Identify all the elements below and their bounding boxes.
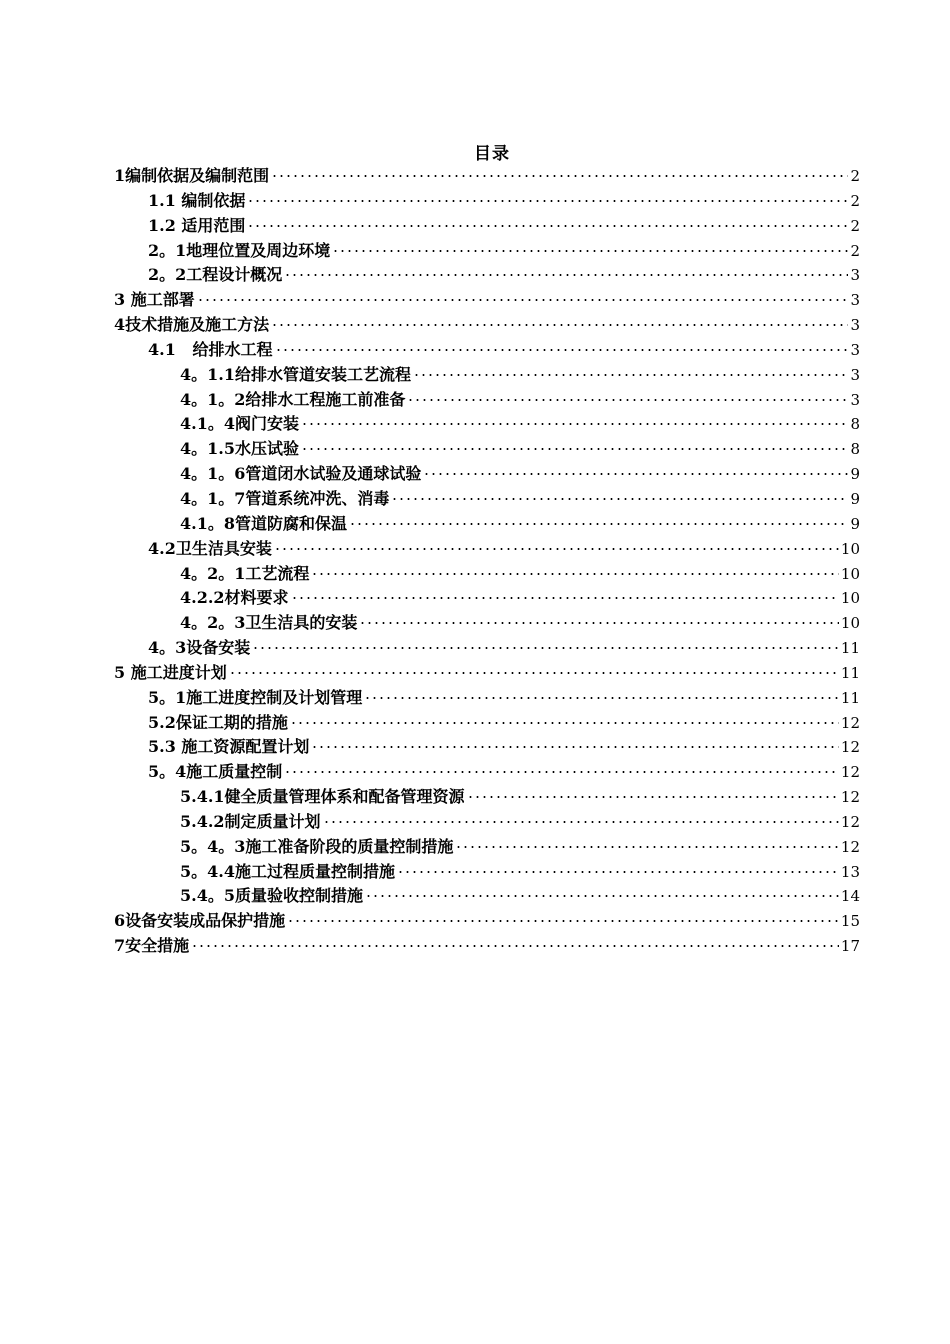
toc-entry-page-number: 12 [840, 763, 860, 782]
toc-dot-leader [359, 622, 839, 624]
toc-entry-label: 5 施工进度计划 [114, 662, 227, 682]
toc-entry[interactable] [114, 512, 860, 537]
toc-entry-page-number: 3 [850, 390, 860, 409]
toc-entry-label: 2。2工程设计概况 [148, 265, 283, 285]
toc-dot-leader [301, 448, 848, 450]
toc-entry[interactable] [114, 661, 860, 686]
toc-entry-page-number: 10 [840, 614, 860, 633]
toc-entry-page-number: 11 [840, 688, 860, 707]
toc-entry-page-number: 17 [840, 937, 860, 956]
toc-entry-page-number: 9 [850, 489, 860, 508]
toc-dot-leader [397, 871, 839, 873]
toc-dot-leader [455, 846, 839, 848]
toc-dot-leader [467, 796, 839, 798]
toc-entry-label: 4.1。4阀门安装 [180, 414, 299, 434]
toc-entry-label: 4。2。3卫生洁具的安装 [180, 613, 358, 633]
toc-entry[interactable] [114, 934, 860, 959]
toc-dot-leader [365, 895, 839, 897]
toc-entry[interactable] [114, 164, 860, 189]
toc-dot-leader [284, 771, 839, 773]
toc-entry-label: 2。1地理位置及周边环境 [148, 240, 331, 260]
toc-title: 目录 [474, 144, 510, 164]
toc-dot-leader [271, 175, 848, 177]
toc-entry[interactable] [114, 835, 860, 860]
toc-entry-page-number: 9 [850, 465, 860, 484]
toc-entry-label: 5。1施工进度控制及计划管理 [148, 687, 363, 707]
toc-entry[interactable] [114, 239, 860, 264]
toc-entry[interactable] [114, 860, 860, 885]
toc-list [114, 164, 860, 959]
toc-entry-page-number: 3 [850, 266, 860, 285]
toc-entry-page-number: 2 [850, 167, 860, 185]
toc-entry-label: 3 施工部署 [114, 290, 195, 310]
toc-entry-label: 5。4.4施工过程质量控制措施 [180, 861, 395, 881]
toc-entry-label: 1.2 适用范围 [148, 215, 246, 235]
toc-dot-leader [407, 399, 848, 401]
toc-entry[interactable] [114, 437, 860, 462]
toc-entry-label: 6设备安装成品保护措施 [114, 911, 286, 931]
toc-entry[interactable] [114, 189, 860, 214]
toc-entry-page-number: 12 [840, 837, 860, 856]
toc-entry-label: 4。1。2给排水工程施工前准备 [180, 389, 406, 409]
toc-dot-leader [391, 498, 848, 500]
toc-dot-leader [301, 423, 848, 425]
toc-entry-label: 7安全措施 [114, 936, 190, 956]
toc-entry[interactable] [114, 636, 860, 661]
toc-entry-page-number: 3 [850, 291, 860, 310]
toc-entry-label: 5.4.2制定质量计划 [180, 811, 321, 831]
toc-entry[interactable] [114, 586, 860, 611]
toc-entry[interactable] [114, 884, 860, 909]
toc-entry[interactable] [114, 810, 860, 835]
toc-entry-label: 1.1 编制依据 [148, 190, 246, 210]
toc-entry[interactable] [114, 735, 860, 760]
toc-entry-page-number: 2 [850, 241, 860, 260]
toc-entry-label: 5.2保证工期的措施 [148, 712, 288, 732]
toc-entry-label: 5。4施工质量控制 [148, 762, 283, 782]
toc-entry-page-number: 8 [850, 440, 860, 459]
toc-entry-label: 5。4。3施工准备阶段的质量控制措施 [180, 836, 454, 856]
toc-entry-label: 4.1 给排水工程 [148, 339, 273, 359]
toc-entry[interactable] [114, 785, 860, 810]
toc-entry-label: 4。1。6管道闭水试验及通球试验 [180, 464, 422, 484]
toc-dot-leader [311, 573, 839, 575]
toc-dot-leader [311, 746, 838, 748]
toc-entry-page-number: 12 [840, 738, 860, 757]
toc-dot-leader [252, 647, 839, 649]
toc-dot-leader [290, 722, 839, 724]
toc-entry-label: 1编制依据及编制范围 [114, 166, 270, 185]
toc-entry[interactable] [114, 263, 860, 288]
toc-entry[interactable] [114, 288, 860, 313]
toc-dot-leader [323, 821, 839, 823]
toc-entry-page-number: 11 [840, 639, 860, 658]
toc-entry-page-number: 8 [850, 415, 860, 434]
toc-dot-leader [423, 473, 848, 475]
toc-entry-page-number: 12 [840, 788, 860, 807]
toc-entry-page-number: 15 [840, 912, 860, 931]
toc-entry[interactable] [114, 214, 860, 239]
toc-entry-page-number: 9 [850, 514, 860, 533]
toc-dot-leader [247, 200, 848, 202]
toc-entry[interactable] [114, 388, 860, 413]
toc-entry[interactable] [114, 537, 860, 562]
toc-dot-leader [271, 324, 848, 326]
toc-entry[interactable] [114, 412, 860, 437]
toc-dot-leader [349, 523, 848, 525]
toc-dot-leader [247, 225, 848, 227]
toc-entry-label: 4技术措施及施工方法 [114, 315, 270, 335]
toc-entry-page-number: 10 [840, 564, 860, 583]
toc-entry-label: 4。1.1给排水管道安装工艺流程 [180, 364, 411, 384]
toc-entry-page-number: 2 [850, 216, 860, 235]
toc-entry[interactable] [114, 313, 860, 338]
toc-dot-leader [275, 349, 849, 351]
toc-entry-page-number: 3 [850, 316, 860, 335]
toc-entry-page-number: 13 [840, 862, 860, 881]
toc-dot-leader [284, 274, 848, 276]
toc-entry-label: 5.4.1健全质量管理体系和配备管理资源 [180, 787, 465, 807]
toc-entry-label: 4.2卫生洁具安装 [148, 538, 272, 558]
toc-entry-page-number: 2 [850, 191, 860, 210]
toc-dot-leader [413, 374, 848, 376]
toc-dot-leader [229, 672, 839, 674]
toc-dot-leader [291, 597, 839, 599]
toc-dot-leader [364, 697, 839, 699]
toc-entry-label: 4.1。8管道防腐和保温 [180, 513, 347, 533]
toc-entry-page-number: 3 [850, 340, 860, 359]
toc-dot-leader [332, 250, 848, 252]
toc-entry[interactable] [114, 363, 860, 388]
toc-entry[interactable] [114, 562, 860, 587]
toc-entry-label: 5.3 施工资源配置计划 [148, 737, 310, 757]
toc-entry-label: 4。3设备安装 [148, 638, 251, 658]
toc-entry-page-number: 10 [840, 589, 860, 608]
toc-entry[interactable] [114, 711, 860, 736]
toc-entry-label: 4.2.2材料要求 [180, 588, 289, 608]
toc-entry-label: 4。1。7管道系统冲洗、消毒 [180, 488, 390, 508]
toc-entry[interactable] [114, 760, 860, 785]
toc-entry[interactable] [114, 611, 860, 636]
toc-dot-leader [197, 299, 849, 301]
toc-entry-page-number: 14 [840, 887, 860, 906]
toc-entry-label: 4。1.5水压试验 [180, 439, 299, 459]
toc-entry-page-number: 10 [840, 539, 860, 558]
toc-dot-leader [191, 945, 839, 947]
toc-entry[interactable] [114, 462, 860, 487]
toc-entry[interactable] [114, 686, 860, 711]
toc-dot-leader [274, 548, 839, 550]
toc-entry-page-number: 11 [840, 663, 860, 682]
toc-entry[interactable] [114, 338, 860, 363]
toc-entry-label: 4。2。1工艺流程 [180, 563, 310, 583]
toc-entry[interactable] [114, 487, 860, 512]
toc-entry-label: 5.4。5质量验收控制措施 [180, 886, 363, 906]
toc-entry[interactable] [114, 909, 860, 934]
toc-dot-leader [287, 920, 839, 922]
toc-entry-page-number: 12 [840, 713, 860, 732]
toc-entry-page-number: 3 [850, 365, 860, 384]
toc-entry-page-number: 12 [840, 812, 860, 831]
